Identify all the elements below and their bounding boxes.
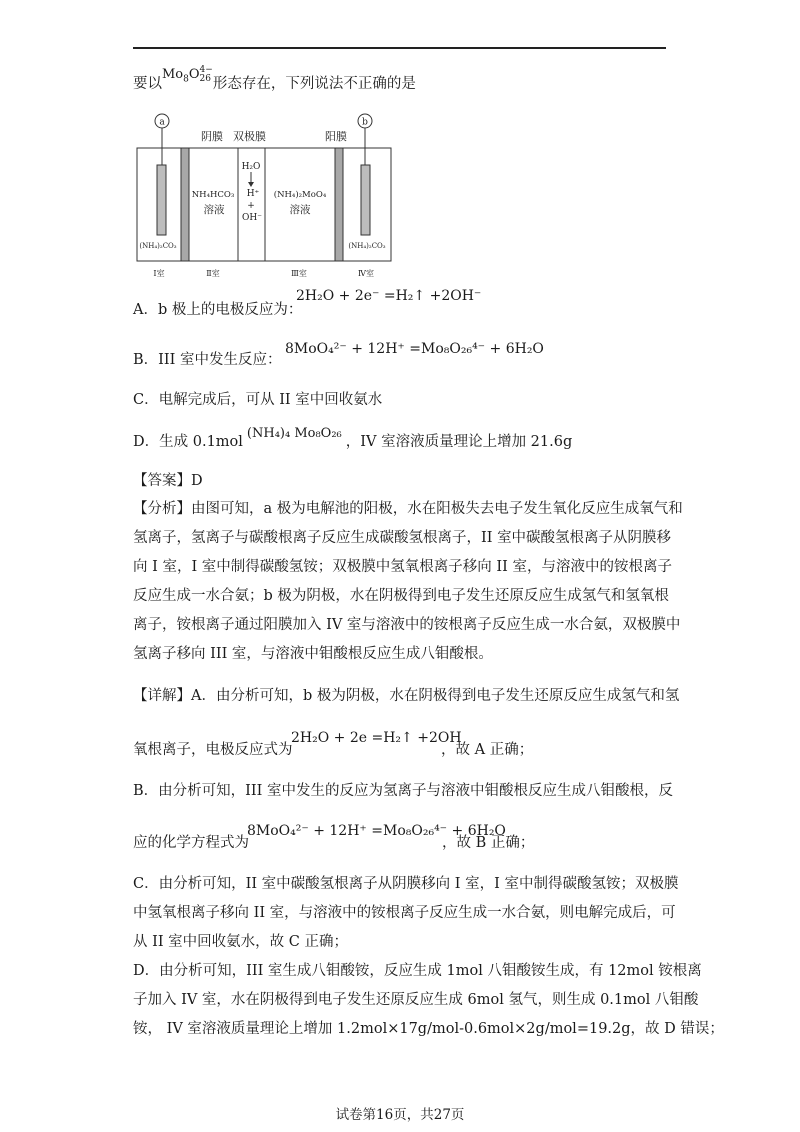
plus-sign: +: [247, 201, 255, 211]
detail-b-post: ，故 B 正确；: [442, 835, 535, 851]
nh4co3-right-label: (NH₄)₂CO₃: [348, 242, 386, 250]
label-anion-membrane: 阴膜: [201, 130, 223, 143]
detail-a-pre: 氧根离子，电极反应式为: [133, 742, 293, 758]
electrode-b-label: b: [362, 117, 368, 128]
ion-mo: Mo: [162, 67, 184, 82]
option-a-equation: 2H₂O + 2e⁻ =H₂↑ +2OH⁻: [296, 288, 482, 304]
detail-b-pre: 应的化学方程式为: [133, 835, 249, 851]
ion-formula: [162, 65, 213, 90]
electrode-b: [361, 165, 370, 235]
electrode-a: [157, 165, 166, 235]
room-1-label: Ⅰ室: [153, 269, 165, 278]
ion-o: O: [188, 67, 200, 82]
analysis-line: 氢离子，氢离子与碳酸根离子反应生成碳酸氢根离子，II 室中碳酸氢根离子从阴膜移: [133, 530, 672, 546]
option-a: [133, 300, 302, 320]
anion-membrane: [181, 148, 189, 261]
question-stem: [133, 64, 416, 96]
option-b: [133, 350, 281, 370]
room-4-label: Ⅳ室: [358, 269, 374, 278]
analysis-line: 氢离子移向 III 室，与溶液中钼酸根反应生成八钼酸根。: [133, 646, 493, 662]
option-d: [133, 426, 573, 453]
detail-b-line-1: B．由分析可知，III 室中发生的反应为氢离子与溶液中钼酸根反应生成八钼酸根，反: [133, 783, 673, 799]
detail-c-line: 从 II 室中回收氨水，故 C 正确；: [133, 934, 348, 950]
solution-label-3: 溶液: [289, 204, 311, 216]
detail-c-line: 中氢氧根离子移向 II 室，与溶液中的铵根离子反应生成一水合氨，则电解完成后，可: [133, 905, 676, 921]
stem-prefix: 要以: [133, 76, 162, 92]
detail-d-line: D．由分析可知，III 室生成八钼酸铵，反应生成 1mol 八钼酸铵生成，有 12mol 铵根离: [133, 963, 702, 979]
analysis-line: 反应生成一水合氨；b 极为阴极，水在阴极得到电子发生还原反应生成氢气和氢氧根: [133, 588, 669, 604]
ion-sub-26: 26: [199, 73, 211, 84]
analysis-line: 向 I 室，I 室中制得碳酸氢铵；双极膜中氢氧根离子移向 II 室，与溶液中的铵根离子: [133, 559, 672, 575]
electrode-a-label: a: [159, 117, 165, 128]
room-3-label: Ⅲ室: [291, 269, 307, 278]
label-cation-membrane: 阳膜: [325, 130, 347, 143]
cation-membrane: [335, 148, 343, 261]
analysis-line: 【分析】由图可知，a 极为电解池的阳极，水在阳极失去电子发生氧化反应生成氧气和: [133, 501, 683, 517]
detail-b-equation: 8MoO₄²⁻ + 12H⁺ =Mo₈O₂₆⁴⁻ + 6H₂O: [247, 823, 506, 839]
answer: 【答案】D: [133, 473, 203, 489]
oh-minus-label: OH⁻: [242, 213, 262, 223]
option-b-equation: 8MoO₄²⁻ + 12H⁺ =Mo₈O₂₆⁴⁻ + 6H₂O: [285, 341, 544, 357]
detail-a-equation: 2H₂O + 2e =H₂↑ +2OH: [291, 730, 462, 746]
detail-d: [133, 957, 724, 1044]
label-bipolar-membrane: 双极膜: [233, 130, 266, 143]
detail-a-line-2: [133, 740, 293, 760]
detail-d-line: 铵， IV 室溶液质量理论上增加 1.2mol×17g/mol-0.6mol×2g/mol=19.2g，故 D 错误；: [133, 1021, 724, 1037]
electrolysis-diagram: [133, 112, 395, 284]
water-label: H₂O: [241, 162, 261, 172]
top-rule: [133, 47, 666, 49]
detail-b-line-2: [133, 833, 249, 853]
detail-c-line: C．由分析可知，II 室中碳酸氢根离子从阴膜移向 I 室，I 室中制得碳酸氢铵；双极膜: [133, 876, 679, 892]
nh4moo4-label: (NH₄)₂MoO₄: [273, 190, 327, 200]
option-c: C．电解完成后，可从 II 室中回收氨水: [133, 392, 383, 408]
detail-a-post: ，故 A 正确；: [441, 742, 534, 758]
nh4co3-left-label: (NH₄)₂CO₃: [139, 242, 177, 250]
option-d-text-1: D．生成 0.1mol: [133, 434, 243, 450]
option-d-formula: (NH₄)₄ Mo₈O₂₆: [246, 426, 342, 441]
h-plus-label: H⁺: [246, 189, 260, 199]
ion-sub-8: 8: [183, 74, 189, 85]
option-a-text: A．b 极上的电极反应为：: [133, 302, 303, 318]
room-2-label: Ⅱ室: [206, 269, 220, 278]
analysis-line: 离子，铵根离子通过阳膜加入 IV 室与溶液中的铵根离子反应生成一水合氨，双极膜中: [133, 617, 681, 633]
stem-suffix: 形态存在，下列说法不正确的是: [212, 76, 416, 92]
analysis: [133, 495, 683, 669]
detail-c: [133, 870, 679, 957]
detail-a-line-1: 【详解】A．由分析可知，b 极为阴极，水在阴极得到电子发生还原反应生成氢气和氢: [133, 688, 680, 704]
option-b-text: B．III 室中发生反应：: [133, 352, 282, 368]
page-footer: 试卷第16页，共27页: [335, 1107, 465, 1123]
ion-charge: 4−: [199, 64, 213, 75]
detail-d-line: 子加入 IV 室，水在阴极得到电子发生还原反应生成 6mol 氢气，则生成 0.1mol 八钼酸: [133, 992, 699, 1008]
solution-label-2: 溶液: [203, 204, 225, 216]
nh4hco3-label: NH₄HCO₃: [191, 190, 235, 200]
option-d-text-2: ，IV 室溶液质量理论上增加 21.6g: [345, 434, 573, 450]
